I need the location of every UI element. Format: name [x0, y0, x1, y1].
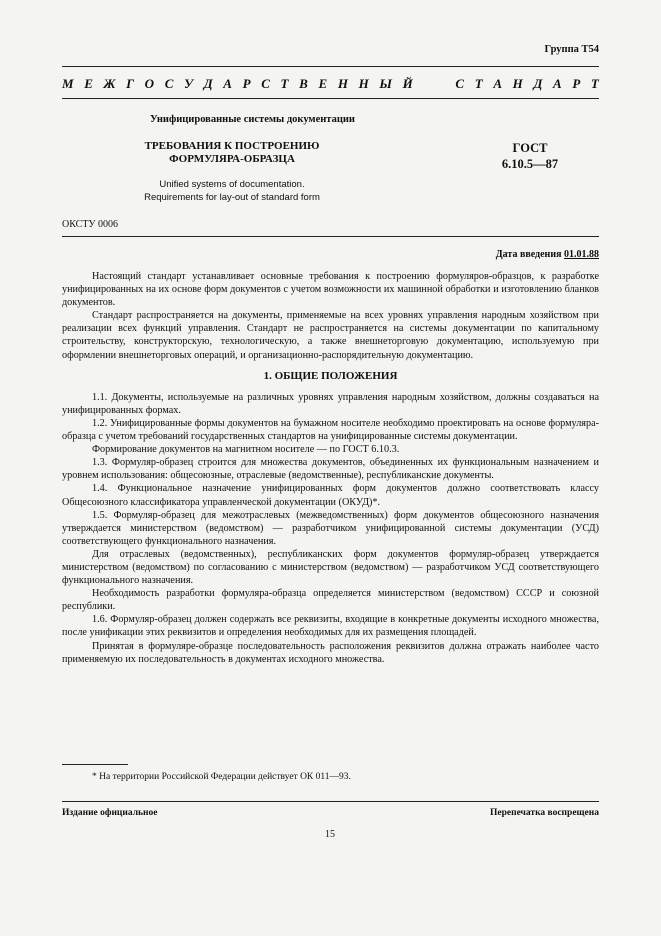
top-rule	[62, 66, 599, 67]
footnote-rule	[62, 764, 128, 765]
paragraph: 1.2. Унифицированные формы документов на бумажном носителе необходимо проектировать на основе формуляра-образца с учетом требований государственных стандартов на унифицированные системы документации.	[62, 417, 599, 443]
banner-letter: Й	[402, 76, 413, 91]
body-text	[62, 270, 599, 666]
okstu-code: ОКСТУ 0006	[62, 219, 119, 230]
date-value: 01.01.88	[564, 249, 599, 260]
banner-letter: Д	[203, 76, 213, 91]
paragraph: Для отраслевых (ведомственных), республиканских форм документов формуляр-образец утверждается министерством (ведомством) по согласованию с министерством (ведомством) — разработчиком УСД соответствующего функционального назначения.	[62, 548, 599, 587]
banner-letter: А	[223, 76, 232, 91]
banner-letter: Р	[242, 76, 251, 91]
banner-letter: Г	[126, 76, 134, 91]
page-number: 15	[325, 829, 335, 840]
paragraph: 1.5. Формуляр-образец для межотраслевых (межведомственных) форм документов общесоюзного назначения утверждается министерством (ведомством) — разработчиком унифицированной системы документации (УСД) соответствующего функционального назначения.	[62, 509, 599, 547]
banner-letter: Н	[337, 76, 348, 91]
date-label: Дата введения	[495, 249, 562, 260]
banner-letter: О	[144, 76, 155, 91]
banner-rule	[62, 98, 599, 99]
reprint-notice: Перепечатка воспрещена	[489, 808, 599, 818]
banner-letter: Е	[84, 76, 93, 91]
banner-letter: С	[261, 76, 270, 91]
paragraph: 1.3. Формуляр-образец строится для множества документов, объединенных их функциональным назначением и уровнем использования: общесоюзные, отраслевые (ведомственные), республиканские документы.	[62, 457, 599, 482]
intro-section	[62, 270, 599, 362]
general-provisions	[62, 391, 599, 666]
footer-rule	[62, 801, 599, 802]
banner-letter: Н	[358, 76, 369, 91]
gost-number	[480, 140, 580, 172]
paragraph: Стандарт распространяется на документы, применяемые на всех уровнях управления народным хозяйством при реализации всех функций управления. Стандарт не распространяется на системы документации по капитальному строительству, конструкторскую, технологическую, а также внешнеторговую документацию, используемую при оформлении внешнеторговых операций, и организационно-распорядительную документацию.	[62, 310, 599, 361]
paragraph: Настоящий стандарт устанавливает основные требования к построению формуляров-образцов, к разработке унифицированных на их основе форм документов с учетом возможности их машинной обработки и изготовлению бланков документов.	[62, 271, 599, 309]
banner-letter: В	[299, 76, 308, 91]
paragraph: 1.4. Функциональное назначение унифицированных форм документов должно соответствовать классу Общесоюзного классификатора управленческой документации (ОКУД)*.	[62, 483, 599, 508]
edition-label: Издание официальное	[62, 808, 158, 818]
banner-letter: Р	[572, 76, 581, 91]
paragraph: 1.1. Документы, используемые на различных уровнях управления народным хозяйством, должны создаваться на унифицированных формах.	[62, 391, 599, 416]
banner-letter: Е	[318, 76, 328, 91]
banner-letter: Т	[474, 76, 483, 91]
title-line-2: ФОРМУЛЯРА-ОБРАЗЦА	[169, 153, 295, 165]
banner-letter: Ж	[103, 76, 116, 91]
effective-date	[496, 249, 599, 260]
banner-letter: Т	[280, 76, 289, 91]
series-title: Унифицированные системы документации	[150, 114, 355, 125]
section-heading: 1. ОБЩИЕ ПОЛОЖЕНИЯ	[263, 369, 398, 382]
english-line-2: Requirements for lay-out of standard form	[144, 192, 320, 203]
standard-banner	[62, 76, 599, 92]
document-title	[132, 140, 332, 166]
banner-letter: Д	[533, 76, 543, 91]
banner-letter: С	[455, 76, 465, 91]
paragraph: Принятая в формуляре-образце последовательность расположения реквизитов должна отражать наиболее часто применяемую их последовательность в документах исходного множества.	[62, 640, 599, 665]
paragraph: Необходимость разработки формуляра-образца определяется министерством (ведомством) СССР и союзной республики.	[62, 588, 599, 613]
banner-letter: Н	[512, 76, 523, 91]
banner-letter: Ы	[379, 76, 392, 91]
english-title	[132, 178, 332, 204]
paragraph: Формирование документов на магнитном носителе — по ГОСТ 6.10.3.	[92, 444, 400, 456]
banner-letter: А	[493, 76, 502, 91]
title-line-1: ТРЕБОВАНИЯ К ПОСТРОЕНИЮ	[144, 140, 320, 152]
banner-letter: У	[184, 76, 194, 91]
footnote: * На территории Российской Федерации действует ОК 011—93.	[92, 772, 351, 782]
banner-letter: М	[62, 76, 74, 91]
okstu-rule	[62, 236, 599, 237]
paragraph: 1.6. Формуляр-образец должен содержать все реквизиты, входящие в конкретные документы исходного множества, после унификации этих реквизитов и определения необходимых для их размещения площадей.	[62, 614, 599, 639]
banner-letter: С	[164, 76, 174, 91]
gost-label: ГОСТ	[512, 141, 548, 155]
gost-code: 6.10.5—87	[501, 157, 559, 171]
group-code: Группа Т54	[544, 44, 599, 55]
banner-letter: А	[552, 76, 562, 91]
banner-letter: Т	[590, 76, 599, 91]
english-line-1: Unified systems of documentation.	[159, 179, 305, 190]
